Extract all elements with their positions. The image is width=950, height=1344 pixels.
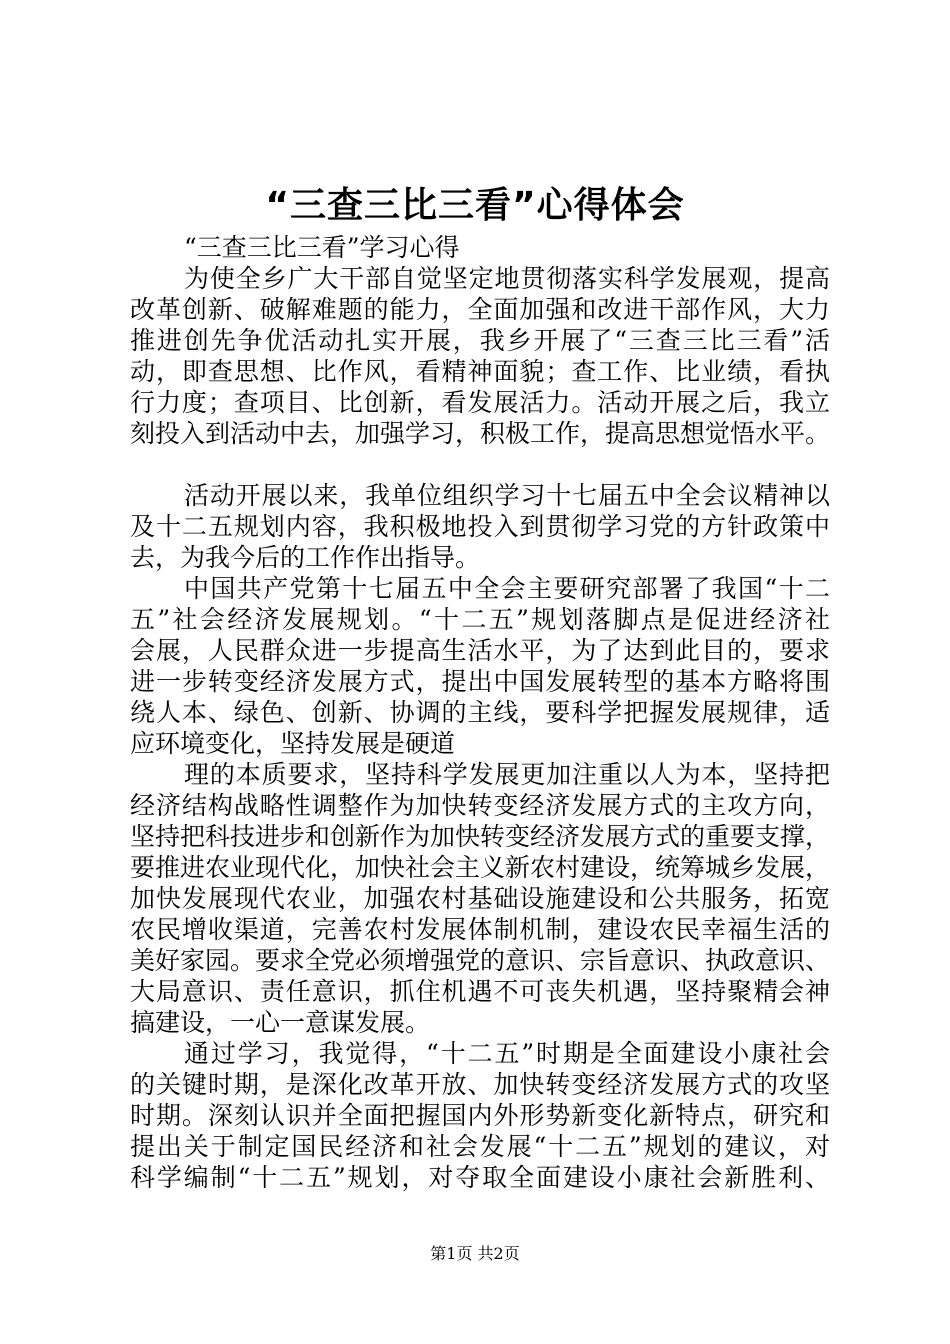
- document-body: [130, 232, 830, 1193]
- paragraph-line: 为使全乡广大干部自觉坚定地贯彻落实科学发展观，提高: [184, 264, 830, 293]
- paragraph-line: 通过学习，我觉得，“十二五”时期是全面建设小康社会: [184, 1039, 830, 1068]
- paragraph-line: “三查三比三看”学习心得: [184, 233, 460, 262]
- paragraph-line: 改革创新、破解难题的能力，全面加强和改进干部作风，大力: [130, 295, 830, 324]
- paragraph-line: 刻投入到活动中去，加强学习，积极工作，提高思想觉悟水平。: [130, 419, 831, 448]
- paragraph-line: 农民增收渠道，完善农村发展体制机制，建设农民幸福生活的: [130, 915, 830, 944]
- paragraph: [130, 263, 830, 449]
- paragraph-line: 提出关于制定国民经济和社会发展“十二五”规划的建议，对: [130, 1132, 830, 1161]
- paragraph-line: 动，即查思想、比作风，看精神面貌；查工作、比业绩，看执: [130, 357, 830, 386]
- paragraph: [130, 759, 830, 1038]
- paragraph-line: 加快发展现代农业，加强农村基础设施建设和公共服务，拓宽: [130, 884, 830, 913]
- paragraph-line: 五”社会经济发展规划。“十二五”规划落脚点是促进经济社: [130, 605, 830, 634]
- paragraph-line: 应环境变化，坚持发展是硬道: [130, 729, 456, 758]
- paragraph-line: 绕人本、绿色、创新、协调的主线，要科学把握发展规律，适: [130, 698, 830, 727]
- paragraph-line: 活动开展以来，我单位组织学习十七届五中全会议精神以: [184, 481, 830, 510]
- paragraph-line: 去，为我今后的工作作出指导。: [130, 543, 481, 572]
- paragraph-line: 进一步转变经济发展方式，提出中国发展转型的基本方略将围: [130, 667, 830, 696]
- paragraph: [130, 480, 830, 573]
- paragraph: [130, 1038, 830, 1193]
- paragraph-line: 搞建设，一心一意谋发展。: [130, 1008, 431, 1037]
- paragraph-gap: [130, 449, 830, 480]
- paragraph: [130, 573, 830, 759]
- paragraph: [130, 232, 830, 263]
- paragraph-line: 坚持把科技进步和创新作为加快转变经济发展方式的重要支撑，: [130, 822, 831, 851]
- paragraph-line: 中国共产党第十七届五中全会主要研究部署了我国“十二: [184, 574, 830, 603]
- paragraph-line: 会展，人民群众进一步提高生活水平，为了达到此目的，要求: [130, 636, 830, 665]
- paragraph-line: 理的本质要求，坚持科学发展更加注重以人为本，坚持把: [184, 760, 830, 789]
- document-title: “三查三比三看”心得体会: [265, 185, 685, 226]
- paragraph-line: 要推进农业现代化，加快社会主义新农村建设，统筹城乡发展，: [130, 853, 831, 882]
- paragraph-line: 科学编制“十二五”规划，对夺取全面建设小康社会新胜利、: [130, 1163, 830, 1192]
- paragraph-line: 时期。深刻认识并全面把握国内外形势新变化新特点，研究和: [130, 1101, 830, 1130]
- paragraph-line: 推进创先争优活动扎实开展，我乡开展了“三查三比三看”活: [130, 326, 830, 355]
- paragraph-line: 大局意识、责任意识，抓住机遇不可丧失机遇，坚持聚精会神: [130, 977, 830, 1006]
- paragraph-line: 及十二五规划内容，我积极地投入到贯彻学习党的方针政策中: [130, 512, 830, 541]
- paragraph-line: 行力度；查项目、比创新，看发展活力。活动开展之后，我立: [130, 388, 830, 417]
- page-footer: 第1页 共2页: [430, 1244, 520, 1263]
- paragraph-line: 的关键时期，是深化改革开放、加快转变经济发展方式的攻坚: [130, 1070, 830, 1099]
- paragraph-line: 经济结构战略性调整作为加快转变经济发展方式的主攻方向，: [130, 791, 830, 820]
- paragraph-line: 美好家园。要求全党必须增强党的意识、宗旨意识、执政意识、: [130, 946, 831, 975]
